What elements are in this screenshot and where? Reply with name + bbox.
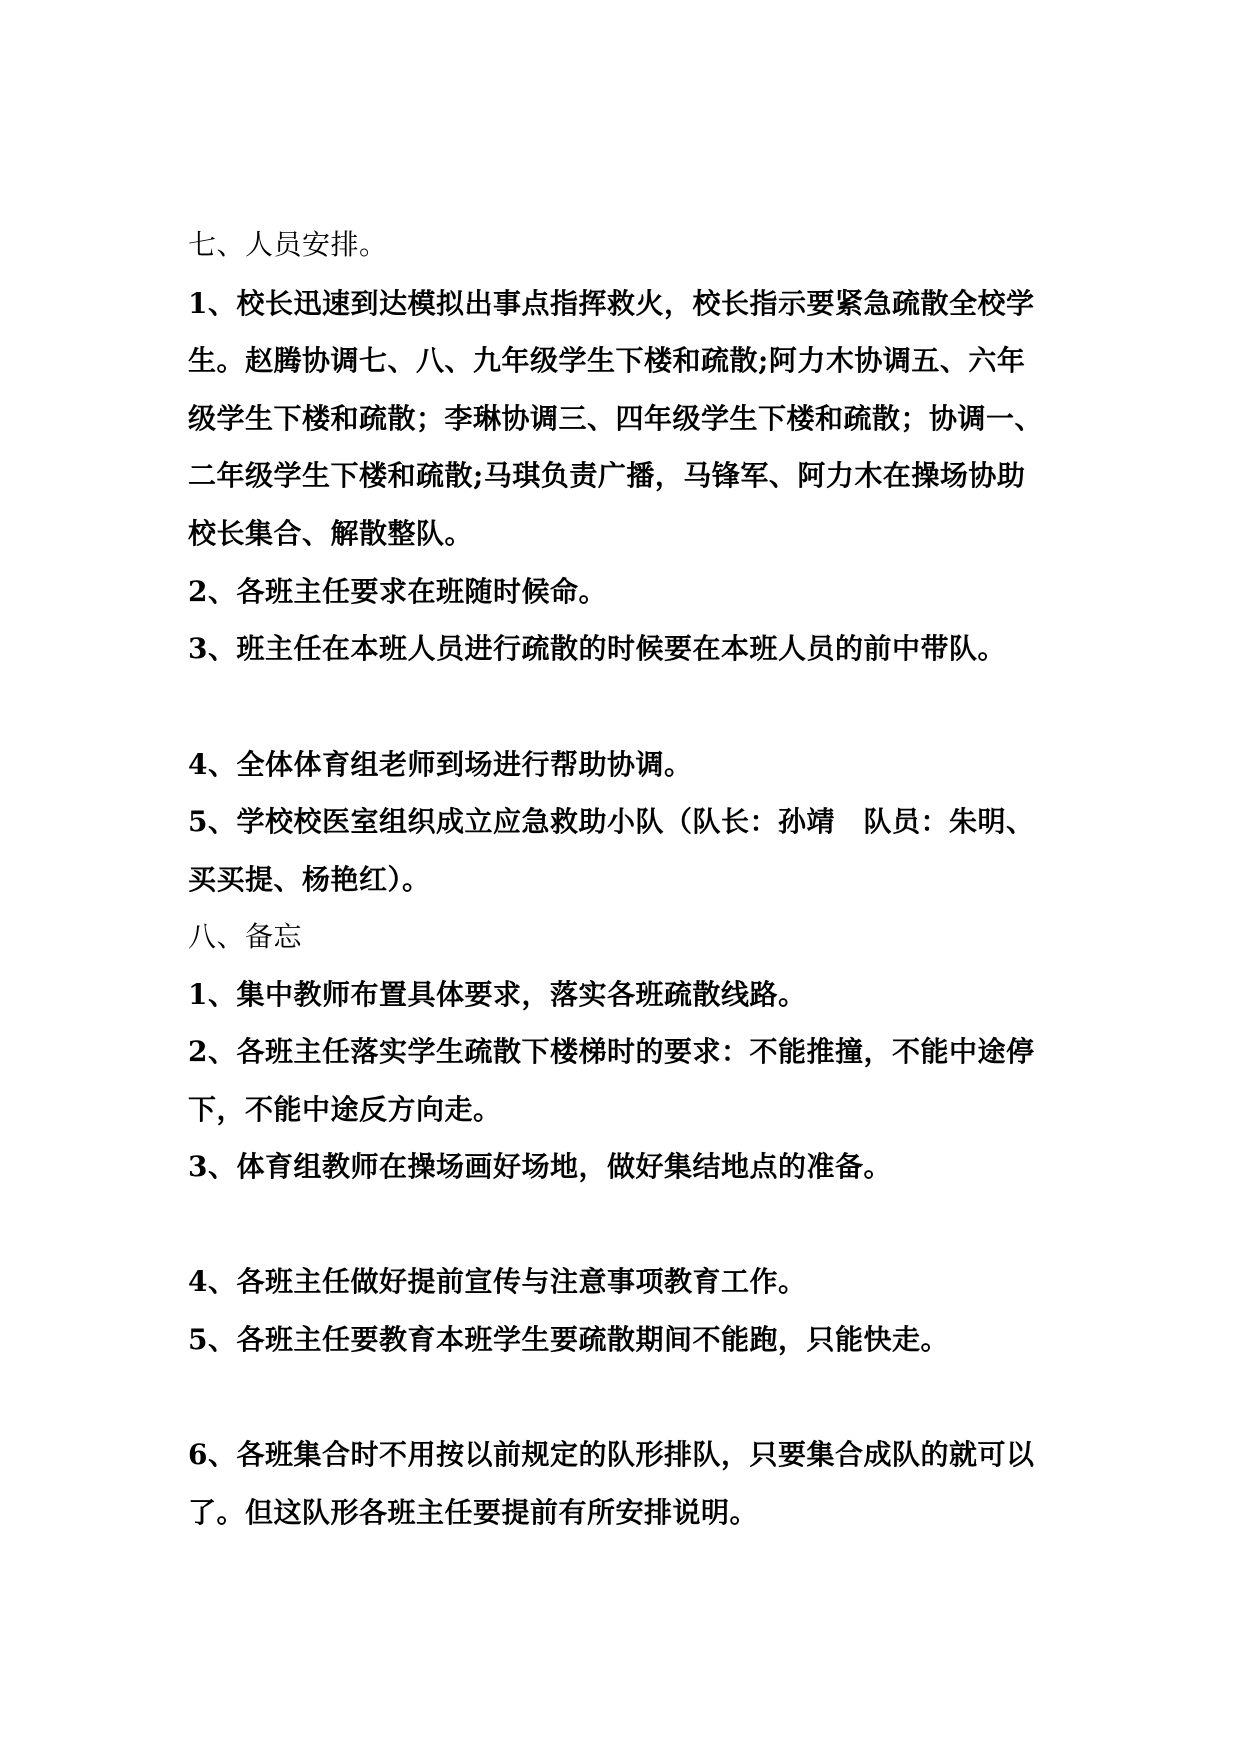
paragraph-line: 生。赵腾协调七、八、九年级学生下楼和疏散;阿力木协调五、六年 <box>188 344 1026 377</box>
paragraph-line: 5、学校校医室组织成立应急救助小队（队长：孙靖 队员：朱明、 <box>188 805 1035 838</box>
paragraph-line: 4、全体体育组老师到场进行帮助协调。 <box>188 748 693 781</box>
paragraph-line: 6、各班集合时不用按以前规定的队形排队，只要集合成队的就可以 <box>188 1438 1035 1471</box>
paragraph-line: 级学生下楼和疏散；李琳协调三、四年级学生下楼和疏散；协调一、 <box>188 402 1044 435</box>
paragraph-line: 校长集合、解散整队。 <box>188 517 474 550</box>
paragraph-line: 4、各班主任做好提前宣传与注意事项教育工作。 <box>188 1265 807 1298</box>
paragraph-line: 5、各班主任要教育本班学生要疏散期间不能跑，只能快走。 <box>188 1323 949 1356</box>
paragraph-line: 1、校长迅速到达模拟出事点指挥救火，校长指示要紧急疏散全校学 <box>188 287 1035 320</box>
paragraph-line: 买买提、杨艳红）。 <box>188 863 431 896</box>
paragraph-line: 2、各班主任落实学生疏散下楼梯时的要求：不能推撞，不能中途停 <box>188 1035 1035 1068</box>
paragraph-line: 2、各班主任要求在班随时候命。 <box>188 575 607 608</box>
paragraph-line: 3、班主任在本班人员进行疏散的时候要在本班人员的前中带队。 <box>188 632 1006 665</box>
section-heading-memo: 八、备忘 <box>188 920 303 953</box>
section-heading-personnel: 七、人员安排。 <box>188 228 388 261</box>
paragraph-line: 了。但这队形各班主任要提前有所安排说明。 <box>188 1496 759 1529</box>
paragraph-line: 1、集中教师布置具体要求，落实各班疏散线路。 <box>188 978 807 1011</box>
paragraph-line: 3、体育组教师在操场画好场地，做好集结地点的准备。 <box>188 1150 892 1183</box>
paragraph-line: 二年级学生下楼和疏散;马琪负责广播，马锋军、阿力木在操场协助 <box>188 459 1026 492</box>
paragraph-line: 下，不能中途反方向走。 <box>188 1093 502 1126</box>
